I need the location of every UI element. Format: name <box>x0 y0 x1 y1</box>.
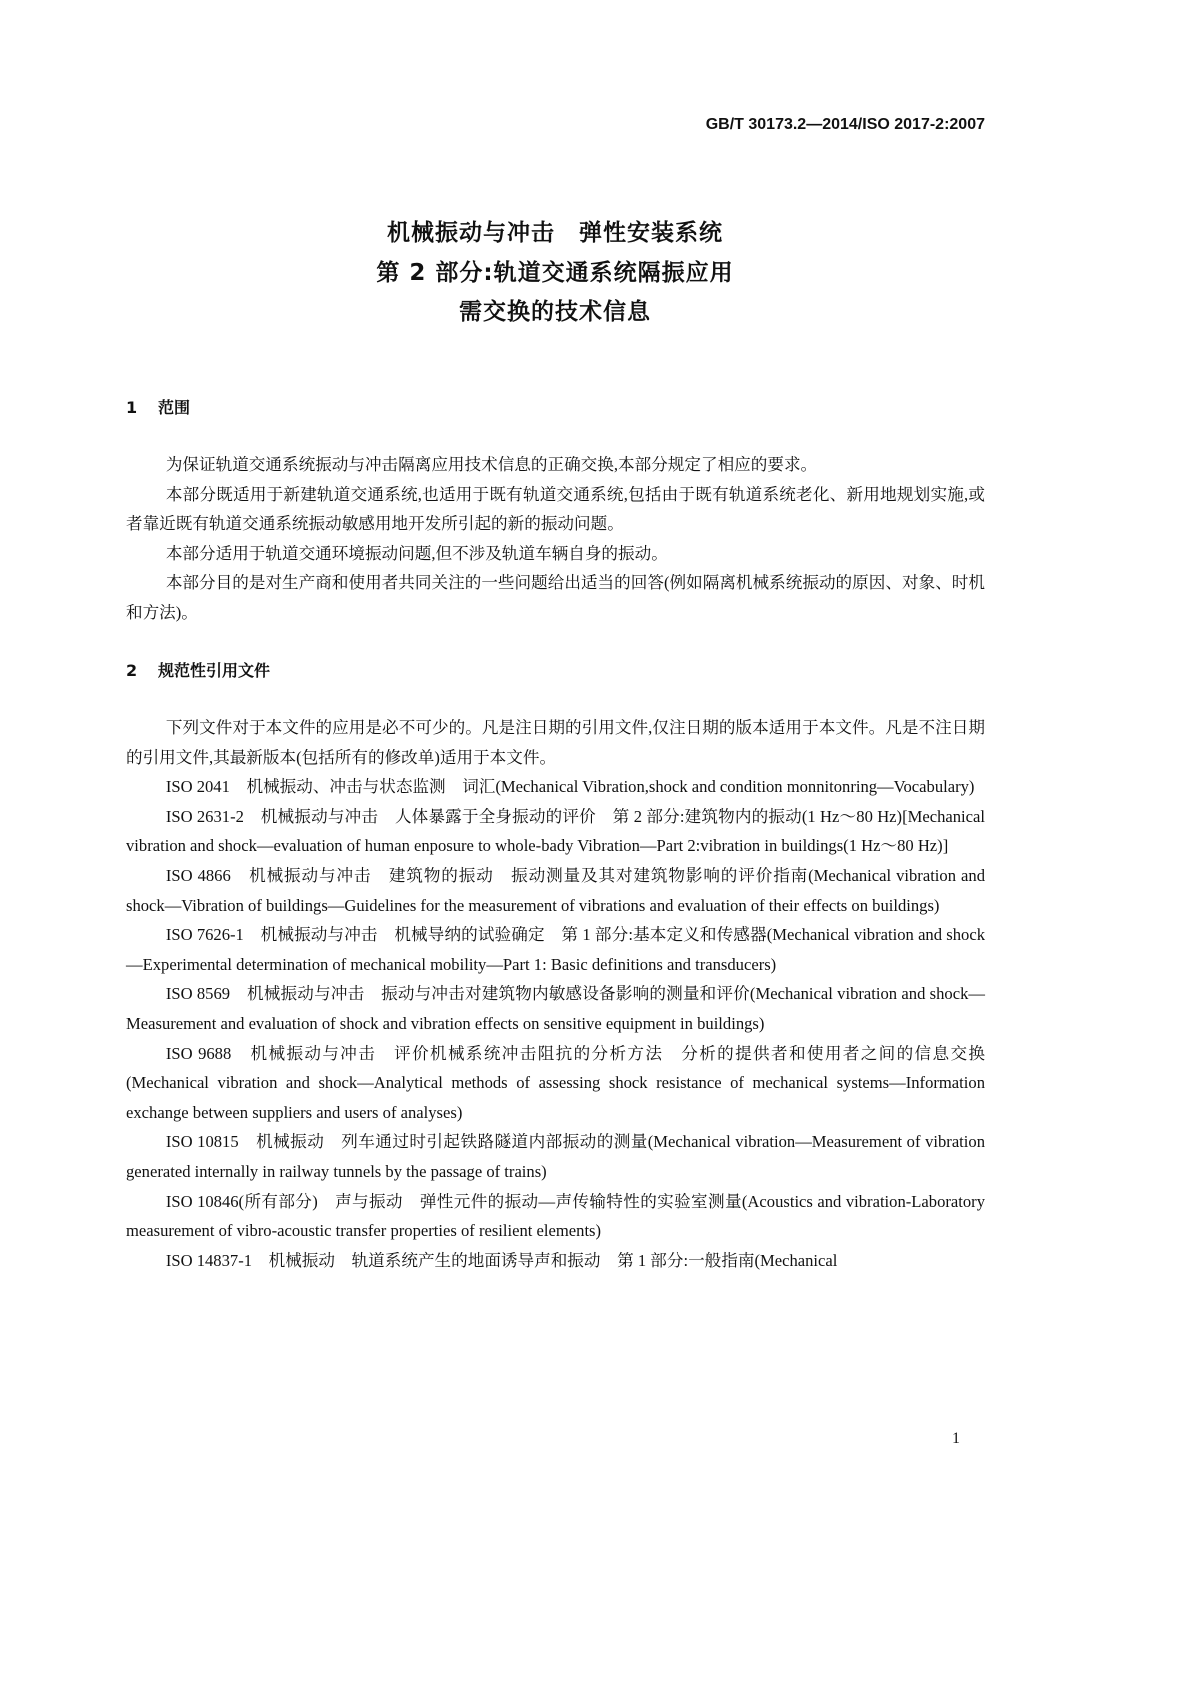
reference-entry: ISO 2041 机械振动、冲击与状态监测 词汇(Mechanical Vibration,shock and condition monnitonring—Vocabulary) <box>165 777 975 797</box>
section-title: 范围 <box>158 398 191 417</box>
section-heading-normative-references <box>126 658 270 681</box>
section-number: 2 <box>126 661 138 680</box>
paragraph: 本部分既适用于新建轨道交通系统,也适用于既有轨道交通系统,包括由于既有轨道系统老化、新用地规划实施,或者靠近既有轨道交通系统振动敏感用地开发所引起的新的振动问题。 <box>126 484 985 534</box>
document-title <box>0 214 1110 333</box>
standard-code-header: GB/T 30173.2—2014/ISO 2017-2:2007 <box>705 116 985 133</box>
reference-entry: ISO 10846(所有部分) 声与振动 弹性元件的振动—声传输特性的实验室测量(Acoustics and vibration-Laboratory measurement of vibro-acoustic transfer properties of resilient elements) <box>126 1191 985 1241</box>
paragraph: 下列文件对于本文件的应用是必不可少的。凡是注日期的引用文件,仅注日期的版本适用于本文件。凡是不注日期的引用文件,其最新版本(包括所有的修改单)适用于本文件。 <box>126 718 985 767</box>
title-line: 第 2 部分:轨道交通系统隔振应用 <box>376 259 734 286</box>
title-line: 需交换的技术信息 <box>459 299 651 325</box>
section-number: 1 <box>126 398 138 417</box>
reference-entry: ISO 9688 机械振动与冲击 评价机械系统冲击阻抗的分析方法 分析的提供者和使用者之间的信息交换(Mechanical vibration and shock—Analytical methods of assessing shock resistance of mechanical systems—Information exchange between suppliers and users of analyses) <box>126 1043 985 1122</box>
reference-entry: ISO 7626-1 机械振动与冲击 机械导纳的试验确定 第 1 部分:基本定义和传感器(Mechanical vibration and shock—Experimental determination of mechanical mobility—Part 1: Basic definitions and transducers) <box>126 925 985 974</box>
reference-entry: ISO 14837-1 机械振动 轨道系统产生的地面诱导声和振动 第 1 部分:一般指南(Mechanical <box>165 1250 838 1270</box>
section-body-scope <box>126 450 985 628</box>
paragraph: 本部分适用于轨道交通环境振动问题,但不涉及轨道车辆自身的振动。 <box>165 543 668 563</box>
section-body-normative-references <box>126 713 985 1275</box>
section-title: 规范性引用文件 <box>158 661 271 680</box>
reference-entry: ISO 10815 机械振动 列车通过时引起铁路隧道内部振动的测量(Mechanical vibration—Measurement of vibration generated internally in railway tunnels by the passage of trains) <box>126 1132 985 1181</box>
reference-entry: ISO 8569 机械振动与冲击 振动与冲击对建筑物内敏感设备影响的测量和评价(Mechanical vibration and shock—Measurement and evaluation of shock and vibration effects on sensitive equipment in buildings) <box>126 984 985 1033</box>
paragraph: 本部分目的是对生产商和使用者共同关注的一些问题给出适当的回答(例如隔离机械系统振动的原因、对象、时机和方法)。 <box>126 573 985 622</box>
reference-entry: ISO 4866 机械振动与冲击 建筑物的振动 振动测量及其对建筑物影响的评价指南(Mechanical vibration and shock—Vibration of buildings—Guidelines for the measurement of vibrations and evaluation of their effects on buildings) <box>126 865 985 915</box>
paragraph: 为保证轨道交通系统振动与冲击隔离应用技术信息的正确交换,本部分规定了相应的要求。 <box>165 455 818 474</box>
reference-entry: ISO 2631-2 机械振动与冲击 人体暴露于全身振动的评价 第 2 部分:建筑物内的振动(1 Hz～80 Hz)[Mechanical vibration and shock—evaluation of human enposure to whole-bady Vibration—Part 2:vibration in buildings(1 Hz～80 Hz)] <box>126 806 985 856</box>
section-heading-scope <box>126 395 190 418</box>
title-line: 机械振动与冲击 弹性安装系统 <box>387 220 723 246</box>
page-number: 1 <box>952 1430 960 1447</box>
